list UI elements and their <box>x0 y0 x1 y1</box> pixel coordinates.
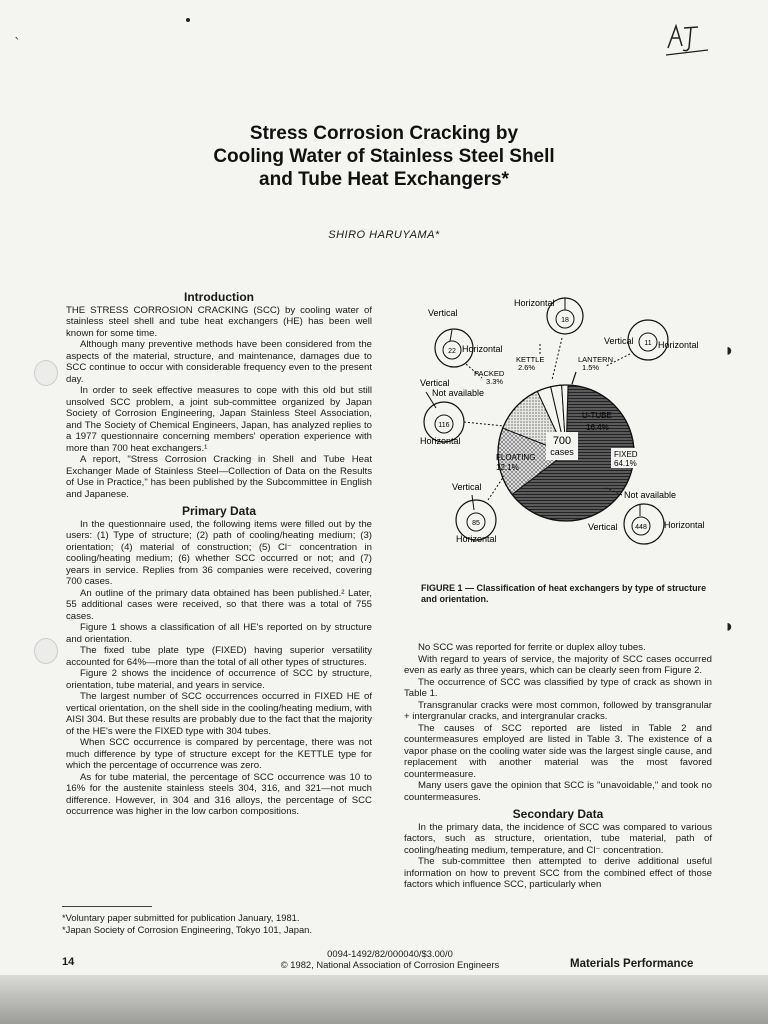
footnotes <box>62 912 382 936</box>
right-paragraph-5: The causes of SCC reported are listed in Table 2 and countermeasures employed are listed in Table 3. The existence of a vapor phase on the cooling water side was the largest single cause, and replacement with another material was the most favored countermeasure. <box>404 722 712 780</box>
kettle-label: KETTLE <box>516 355 545 364</box>
footer-center <box>240 948 540 970</box>
kettle-pct: 2.6% <box>518 363 536 372</box>
floating-count: 85 <box>472 520 480 527</box>
handwritten-mark <box>662 22 712 60</box>
fixed-pct: 64.1% <box>614 459 637 468</box>
footnote-1: *Voluntary paper submitted for publication January, 1981. <box>62 912 300 923</box>
article-title <box>120 122 648 191</box>
fixed-vertical-label: Vertical <box>588 522 618 532</box>
fixed-count: 448 <box>635 524 647 531</box>
right-count: 11 <box>644 340 652 347</box>
utube-vertical-label: Vertical <box>420 378 450 388</box>
page-number: 14 <box>62 956 75 968</box>
packed-label: PACKED <box>474 369 505 378</box>
intro-paragraph-4: A report, "Stress Corrosion Cracking in Shell and Tube Heat Exchanger Made of Stainless Steel—Collection of Data on the Results of Use in Practice," has been published by the Subcommittee in English and Japanese. <box>66 454 372 500</box>
utube-horizontal-label: Horizontal <box>420 436 461 446</box>
binder-hole-1 <box>34 360 58 386</box>
clip-mark-1: ◗ <box>724 340 735 360</box>
primary-paragraph-4: The fixed tube plate type (FIXED) having superior versatility accounted for 64%—more than the total of all other types of structures. <box>66 645 372 668</box>
primary-paragraph-8: As for tube material, the percentage of SCC occurrence was 10 to 16% for the austenite stainless steels 304, 316, and 321—not much difference. However, in 304 and 316 alloys, the percentage of SCC occurrence was higher in the low carbon compositions. <box>66 771 372 817</box>
right-vertical-label: Vertical <box>604 336 634 346</box>
footer-copyright: © 1982, National Association of Corrosion Engineers <box>280 959 500 970</box>
introduction-heading: Introduction <box>184 290 254 304</box>
primary-paragraph-7: When SCC occurrence is compared by percentage, there was not much difference by type of structure except for the KETTLE type for which the percentage of occurrence was zero. <box>66 737 372 771</box>
footnote-2: *Japan Society of Corrosion Engineering, Tokyo 101, Japan. <box>62 924 312 935</box>
right-column <box>404 642 712 891</box>
floating-vertical-label: Vertical <box>452 482 482 492</box>
callout-kettle <box>516 344 613 384</box>
clip-mark-2: ◗ <box>724 616 735 636</box>
footnote-rule <box>62 906 152 907</box>
figure-1 <box>400 292 740 582</box>
scan-speck: ˋ <box>14 36 21 52</box>
callout-utube <box>420 378 504 446</box>
figure-caption: FIGURE 1 — Classification of heat exchangers by type of structure and orientation. <box>421 583 707 604</box>
binder-hole-2 <box>34 638 58 664</box>
pie-center-total: 700 <box>552 435 572 447</box>
intro-paragraph-1 <box>66 305 372 340</box>
primary-paragraph-6: The largest number of SCC occurrences occurred in FIXED HE of vertical orientation, on the shell side in the cooling/heating medium, with AISI 304. But these results are probably due to the fact that the majority of the HE's were the FIXED type with 304 tubes. <box>66 691 372 737</box>
footer-code: 0094-1492/82/000040/$3.00/0 <box>327 948 453 959</box>
right-paragraph-2: With regard to years of service, the majority of SCC cases occurred even as early as three years, which can be clearly seen from Figure 2. <box>404 653 712 676</box>
scan-bottom-edge <box>0 975 768 1024</box>
utube-pct: 16.4% <box>586 423 609 432</box>
right-horizontal-label: Horizontal <box>658 340 699 350</box>
top-horizontal-label: Horizontal <box>514 298 555 308</box>
floating-horizontal-label: Horizontal <box>456 534 497 544</box>
author-name: SHIRO HARUYAMA* <box>328 229 440 241</box>
secondary-paragraph-2: The sub-committee then attempted to derive additional useful information on how to prevent SCC from the combined effect of those factors which influence SCC, particularly when <box>404 856 712 890</box>
primary-paragraph-2: An outline of the primary data obtained has been published.² Later, 55 additional cases were received, so that there was a total of 755 cases. <box>66 587 372 622</box>
right-paragraph-6: Many users gave the opinion that SCC is "unavoidable," and took no countermeasures. <box>404 780 712 803</box>
title-line-2: Cooling Water of Stainless Steel Shell <box>213 146 555 167</box>
primary-data-heading: Primary Data <box>181 504 257 518</box>
intro-paragraph-2: Although many preventive methods have been considered from the aspects of the material, structure, and maintenance, damages due to SCC continue to occur with considerable frequency even to the present day. <box>66 339 372 385</box>
utube-count: 116 <box>438 422 450 429</box>
title-line-1: Stress Corrosion Cracking by <box>249 123 519 144</box>
utube-na-label: Not available <box>432 388 485 398</box>
left-horizontal-label: Horizontal <box>462 344 503 354</box>
left-count: 22 <box>448 348 456 355</box>
callout-floating <box>452 476 504 544</box>
intro-p1-rest: by cooling water of stainless steel shell and tube heat exchangers (HE) has been well known for some time. <box>66 304 372 339</box>
secondary-data-heading: Secondary Data <box>512 807 604 821</box>
top-count: 18 <box>561 317 569 324</box>
callout-right <box>604 320 699 366</box>
scan-dot <box>186 18 190 22</box>
primary-paragraph-1: In the questionnaire used, the following items were filled out by the users: (1) Type of structure; (2) path of cooling/heating medium; (3) orientation; (4) material of construction; (5) Cl⁻ concentration in cooling/heating medium; (6) whether SCC occurred or not; and (7) years in service. Replies from 36 companies were received, covering 700 cases. <box>66 518 372 587</box>
journal-name: Materials Performance <box>570 958 694 970</box>
title-line-3: and Tube Heat Exchangers* <box>259 169 509 190</box>
intro-lead: THE STRESS CORROSION CRACKING (SCC) <box>66 304 281 316</box>
right-paragraph-4: Transgranular cracks were most common, followed by transgranular + intergranular cracks, and intergranular cracks. <box>404 699 712 722</box>
utube-label: U-TUBE <box>582 411 612 420</box>
primary-paragraph-5: Figure 2 shows the incidence of occurrence of SCC by structure, orientation, tube material, and years in service. <box>66 668 372 691</box>
floating-label: FLOATING <box>496 453 536 462</box>
intro-paragraph-3: In order to seek effective measures to cope with this old but still unsolved SCC problem, a joint sub-committee organized by Japan Society of Corrosion Engineering, Japan Stainless Steel Association, and The Society of Chemical Engineers, Japan, has analyzed replies to a 1977 questionnaire concerning members' operation experience with more than 700 heat exchangers.¹ <box>66 385 372 454</box>
fixed-horizontal-label: Horizontal <box>664 520 705 530</box>
figure-1-diagram <box>400 292 740 582</box>
left-column <box>66 292 372 818</box>
fixed-na-label: Not available <box>624 490 677 500</box>
floating-pct: 12.1% <box>496 463 519 472</box>
primary-paragraph-3: Figure 1 shows a classification of all HE's reported on by structure and orientation. <box>66 622 372 645</box>
lantern-label: LANTERN <box>578 355 614 364</box>
secondary-paragraph-1: In the primary data, the incidence of SCC was compared to various factors, such as structure, orientation, tube material, path of cooling/heating medium, temperature, and Cl⁻ concentration. <box>404 821 712 856</box>
left-vertical-label: Vertical <box>428 308 458 318</box>
callout-left <box>428 308 505 386</box>
packed-pct: 3.3% <box>486 377 504 386</box>
lantern-pct: 1.5% <box>582 363 600 372</box>
pie-center-cases: cases <box>550 447 574 457</box>
right-paragraph-1: No SCC was reported for ferrite or duplex alloy tubes. <box>418 642 646 653</box>
right-paragraph-3: The occurrence of SCC was classified by type of crack as shown in Table 1. <box>404 676 712 699</box>
fixed-label: FIXED <box>614 450 638 459</box>
